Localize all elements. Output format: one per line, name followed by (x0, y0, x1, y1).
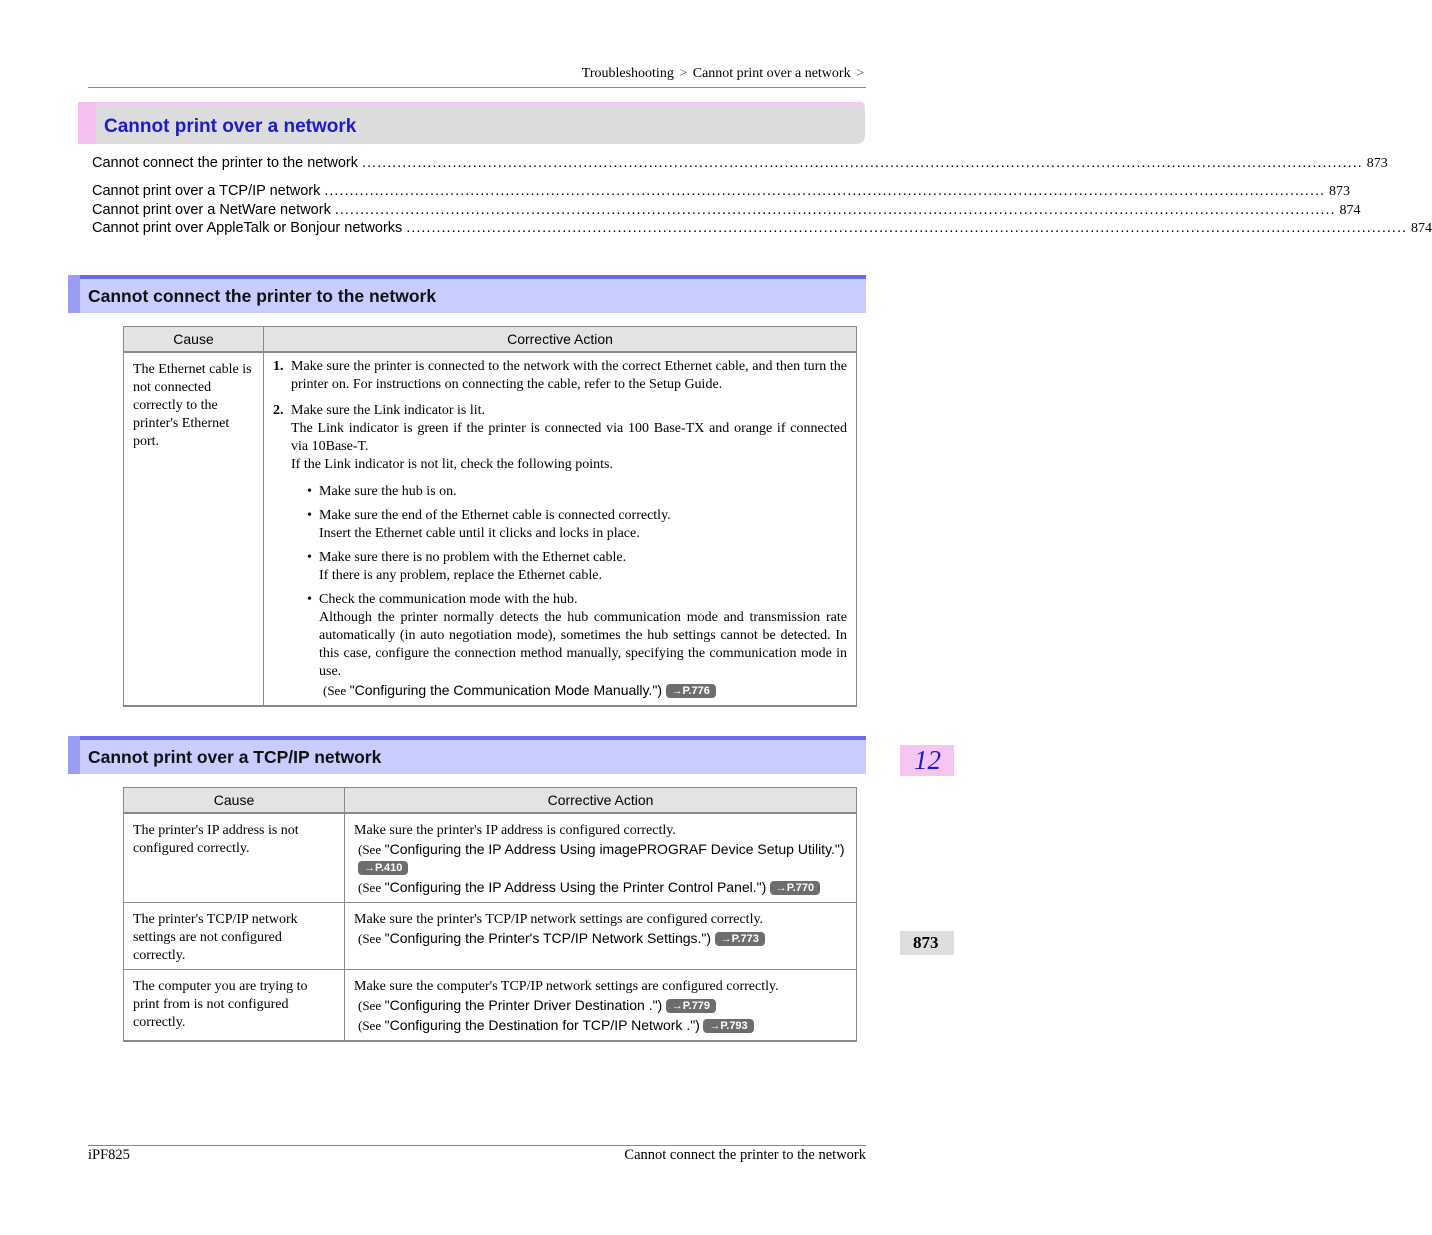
see-link[interactable]: "Configuring the Printer Driver Destination .") (384, 997, 663, 1013)
step-text: Make sure the printer is connected to the network with the correct Ethernet cable, and then turn the printer on. For instructions on connecting the cable, refer to the Setup Guide. (291, 359, 847, 392)
see-link[interactable]: "Configuring the Communication Mode Manually.") (349, 682, 662, 698)
bullet-body (319, 549, 847, 585)
footer-divider (88, 1145, 866, 1146)
bullet-item (307, 483, 847, 501)
table-row (124, 970, 857, 1042)
footer-model: iPF825 (88, 1147, 130, 1163)
section-heading-bar (68, 736, 866, 740)
bullet-body (319, 591, 847, 701)
chapter-tab[interactable] (900, 745, 954, 776)
bullet-item (307, 507, 847, 543)
cause-cell (124, 352, 264, 706)
see-link[interactable]: "Configuring the Destination for TCP/IP Network .") (384, 1017, 700, 1033)
action-text: Make sure the printer's IP address is configured correctly. (354, 823, 676, 838)
toc-item[interactable] (92, 183, 1351, 200)
header-divider (88, 87, 866, 88)
see-prefix: (See (358, 998, 382, 1013)
see-reference (354, 840, 847, 878)
breadcrumb-current[interactable]: Cannot print over a network (692, 66, 851, 81)
page-number: 873 (913, 933, 939, 952)
see-reference (354, 929, 847, 949)
action-text: Make sure the computer's TCP/IP network settings are configured correctly. (354, 979, 779, 994)
toc-item-page[interactable]: 874 (1339, 203, 1361, 218)
chapter-number: 12 (914, 745, 941, 775)
cause-text: The computer you are trying to print from is not configured correctly. (133, 979, 308, 1030)
toc-item[interactable] (92, 155, 1388, 172)
bullet-text: Make sure there is no problem with the Ethernet cable. (319, 550, 627, 565)
step-text: If the Link indicator is not lit, check the following points. (291, 457, 613, 472)
action-cell (345, 903, 857, 970)
step-text: The Link indicator is green if the printer is connected via 100 Base-TX and orange if connected via 10Base-T. (291, 421, 847, 454)
toc-item-label[interactable]: Cannot print over a NetWare network (92, 202, 331, 218)
toc-item-label[interactable]: Cannot connect the printer to the network (92, 155, 358, 171)
page-ref-badge[interactable]: →P.776 (666, 684, 716, 698)
breadcrumb (582, 66, 866, 82)
column-header-cause: Cause (124, 788, 345, 814)
footer-section: Cannot connect the printer to the network (624, 1147, 866, 1163)
step-text: Make sure the Link indicator is lit. (291, 403, 486, 418)
bullet-text: Insert the Ethernet cable until it clicks and locks in place. (319, 526, 640, 541)
section-title: Cannot print over a TCP/IP network (88, 747, 382, 767)
section-heading-tcpip (68, 736, 866, 774)
see-prefix: (See (358, 842, 382, 857)
title-banner-topline (78, 102, 865, 106)
toc-leader: ....................................................................................................................................................................................................... (362, 155, 1363, 171)
page-ref-badge[interactable]: →P.410 (358, 861, 408, 875)
see-prefix: (See (358, 1018, 382, 1033)
section-heading-accent (68, 275, 80, 313)
connect-troubleshooting-table (123, 326, 857, 707)
breadcrumb-separator: > (856, 66, 864, 81)
bullet-text: Make sure the hub is on. (319, 484, 457, 499)
bullet-dot: • (307, 508, 312, 523)
see-reference (354, 996, 847, 1016)
bullet-text: If there is any problem, replace the Ethernet cable. (319, 568, 602, 583)
cause-cell (124, 813, 345, 903)
action-cell (345, 813, 857, 903)
cause-text: The printer's IP address is not configured correctly. (133, 823, 299, 856)
page-ref-badge[interactable]: →P.770 (770, 881, 820, 895)
see-prefix: (See (323, 683, 347, 698)
toc-item[interactable] (92, 220, 1432, 237)
step-number: 2. (273, 403, 284, 418)
step-1 (273, 358, 847, 394)
breadcrumb-separator: > (679, 66, 688, 81)
bullet-dot: • (307, 592, 312, 607)
see-prefix: (See (358, 931, 382, 946)
step-body (291, 402, 847, 474)
cause-text: The Ethernet cable is not connected correctly to the printer's Ethernet port. (133, 362, 252, 449)
bullet-dot: • (307, 550, 312, 565)
toc-leader: ....................................................................................................................................................................................................... (406, 220, 1407, 236)
section-heading-bar (68, 275, 866, 279)
see-prefix: (See (358, 880, 382, 895)
action-text: Make sure the printer's TCP/IP network settings are configured correctly. (354, 912, 764, 927)
table-row (124, 903, 857, 970)
cause-cell (124, 903, 345, 970)
step-number: 1. (273, 359, 284, 374)
action-cell (264, 352, 857, 706)
action-cell (345, 970, 857, 1042)
table-row (124, 813, 857, 903)
column-header-action: Corrective Action (264, 327, 857, 353)
toc-item-label[interactable]: Cannot print over AppleTalk or Bonjour networks (92, 220, 403, 236)
see-link[interactable]: "Configuring the IP Address Using imagePROGRAF Device Setup Utility.") (384, 841, 845, 857)
see-link[interactable]: "Configuring the IP Address Using the Printer Control Panel.") (384, 879, 767, 895)
section-heading-accent (68, 736, 80, 774)
toc-item-page[interactable]: 873 (1366, 156, 1388, 171)
toc-leader: ....................................................................................................................................................................................................... (334, 202, 1336, 218)
bullet-text: Although the printer normally detects the hub communication mode and transmission rate automatically (in auto negotiation mode), sometimes the hub settings cannot be detected. In this case, configure the connection method manually, specifying the communication mode in use. (319, 610, 847, 679)
tcpip-troubleshooting-table (123, 787, 857, 1042)
page-number-tab (900, 931, 954, 955)
page-ref-badge[interactable]: →P.773 (715, 932, 765, 946)
section-title: Cannot connect the printer to the network (88, 286, 437, 306)
page-ref-badge[interactable]: →P.793 (703, 1019, 753, 1033)
bullet-item (307, 549, 847, 585)
cause-text: The printer's TCP/IP network settings are not configured correctly. (133, 912, 298, 963)
toc-leader: ....................................................................................................................................................................................................... (324, 183, 1326, 199)
step-2 (273, 402, 847, 474)
bullet-body (319, 507, 847, 543)
bullet-item (307, 591, 847, 701)
cause-cell (124, 970, 345, 1042)
toc-item[interactable] (92, 202, 1361, 219)
see-reference (354, 878, 847, 898)
table-row (124, 352, 857, 706)
toc-item-page[interactable]: 873 (1329, 184, 1351, 199)
toc-item-page[interactable]: 874 (1411, 221, 1432, 236)
breadcrumb-troubleshooting[interactable]: Troubleshooting (581, 66, 674, 81)
see-reference (319, 681, 847, 701)
column-header-cause: Cause (124, 327, 264, 353)
section-heading-connect (68, 275, 866, 313)
column-header-action: Corrective Action (345, 788, 857, 814)
bullet-dot: • (307, 484, 312, 499)
bullet-text: Check the communication mode with the hub. (319, 592, 578, 607)
main-title-banner (78, 102, 865, 144)
title-banner-accent (78, 102, 96, 144)
page-title: Cannot print over a network (104, 116, 357, 137)
page-ref-badge[interactable]: →P.779 (666, 999, 716, 1013)
bullet-text: Make sure the end of the Ethernet cable is connected correctly. (319, 508, 671, 523)
see-reference (354, 1016, 847, 1036)
see-link[interactable]: "Configuring the Printer's TCP/IP Network Settings.") (384, 930, 712, 946)
toc-item-label[interactable]: Cannot print over a TCP/IP network (92, 183, 321, 199)
